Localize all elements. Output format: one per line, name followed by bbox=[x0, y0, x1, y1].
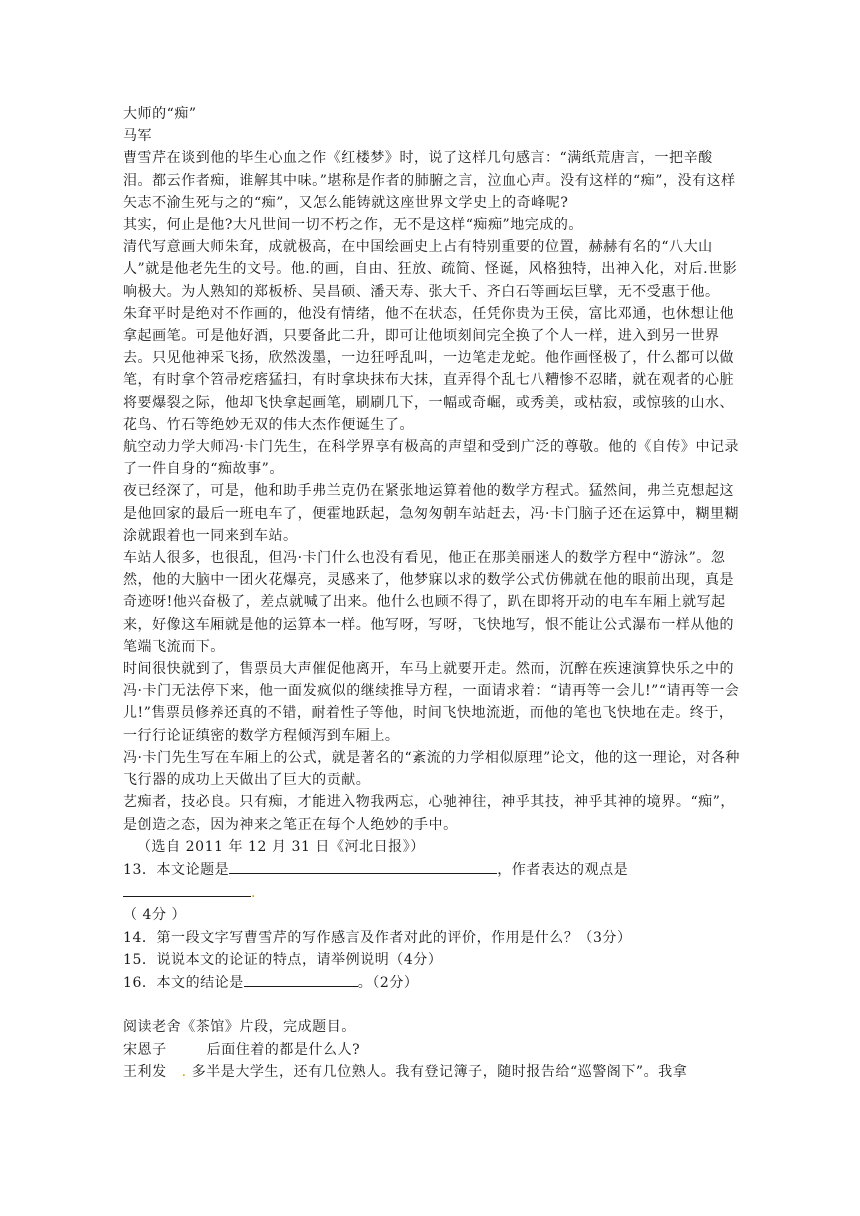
question-15: 15．说说本文的论证的特点，请举例说明（4分） bbox=[123, 951, 443, 968]
document-body bbox=[123, 103, 741, 1083]
paragraph: 其实，何止是他?大凡世间一切不朽之作，无不是这样“痴痴”地完成的。 bbox=[123, 217, 583, 234]
dialogue-line bbox=[123, 1061, 741, 1083]
speaker-name: 宋恩子 bbox=[123, 1041, 167, 1058]
dialogue-text: 多半是大学生，还有几位熟人。我有登记簿子，随时报告给“巡警阁下”。我拿 bbox=[191, 1063, 688, 1080]
paragraph: 航空动力学大师冯·卡门先生，在科学界享有极高的声望和受到广泛的尊敬。他的《自传》中记录了一件自身的“痴故事”。 bbox=[123, 439, 740, 478]
stray-mark: . bbox=[181, 1063, 187, 1080]
article-title: 大师的“痴” bbox=[123, 106, 197, 122]
paragraph: 朱耷平时是绝对不作画的，他没有情绪，他不在状态，任凭你贵为王侯，富比邓通，也休想让他拿起画笔。可是他好酒，只要备此二升，即可让他顷刻间完全换了个人一样，进入到另一世界去。只见他神采飞扬，欣然泼墨，一边狂呼乱叫，一边笔走龙蛇。他作画怪极了，什么都可以做笔，有时拿个笤帚疙瘩猛扫，有时拿块抹布大抹，直弄得个乱七八糟惨不忍睹，就在观者的心脏将要爆裂之际，他却飞快拿起画笔，刷刷几下，一幅或奇崛，或秀美，或枯寂，或惊骇的山水、花鸟、竹石等绝妙无双的伟大杰作便诞生了。 bbox=[123, 305, 735, 433]
question-16-suffix: 。（2分） bbox=[357, 974, 419, 991]
answer-blank-viewpoint[interactable] bbox=[123, 881, 251, 897]
dialogue-text: 后面住着的都是什么人? bbox=[206, 1041, 361, 1058]
paragraph: 时间很快就到了，售票员大声催促他离开，车马上就要开走。然而，沉醉在疾速演算快乐之中的冯·卡门无法停下来，他一面发疯似的继续推导方程，一面请求着：“请再等一会儿!”“请再等一会儿!”售票员修养还真的不错，耐着性子等他，时间飞快地流逝，而他的笔也飞快地在走。终于，一行行论证缜密的数学方程倾泻到车厢上。 bbox=[123, 661, 740, 744]
dialogue-line bbox=[123, 1039, 741, 1061]
paragraph: 曹雪芹在谈到他的毕生心血之作《红楼梦》时，说了这样几句感言：“满纸荒唐言，一把辛酸泪。都云作者痴，谁解其中味。”堪称是作者的肺腑之言，泣血心声。没有这样的“痴”，没有这样矢志不渝生死与之的“痴”，又怎么能铸就这座世界文学史上的奇峰呢? bbox=[123, 150, 736, 211]
answer-blank-topic[interactable] bbox=[229, 858, 497, 874]
section-intro: 阅读老舍《茶馆》片段，完成题目。 bbox=[123, 1019, 356, 1036]
paragraph: 冯·卡门先生写在车厢上的公式，就是著名的“紊流的力学相似原理”论文，他的这一理论，对各种飞行器的成功上天做出了巨大的贡献。 bbox=[123, 749, 740, 789]
article-author: 马军 bbox=[123, 128, 153, 145]
question-14: 14．第一段文字写曹雪芹的写作感言及作者对此的评价，作用是什么？（3分） bbox=[123, 929, 632, 946]
paragraph: 车站人很多，也很乱，但冯·卡门什么也没有看见，他正在那美丽迷人的数学方程中“游泳”。忽然，他的大脑中一团火花爆亮，灵感来了，他梦寐以求的数学公式仿佛就在他的眼前出现，真是奇迹呀!他兴奋极了，差点就喊了出来。他什么也顾不得了，趴在即将开动的电车车厢上就写起来，好像这车厢就是他的运算本一样。他写呀，写呀，飞快地写，恨不能让公式瀑布一样从他的笔端飞流而下。 bbox=[123, 550, 735, 655]
question-13-end-mark: . bbox=[251, 885, 257, 902]
section-gap bbox=[123, 994, 741, 1016]
question-13-score: （ 4分 ） bbox=[123, 907, 187, 924]
speaker-name: 王利发 bbox=[123, 1063, 167, 1080]
question-13-prefix: 13．本文论题是 bbox=[123, 861, 230, 878]
question-13-middle: ，作者表达的观点是 bbox=[497, 861, 629, 878]
question-16-prefix: 16．本文的结论是 bbox=[123, 974, 244, 991]
question-16 bbox=[123, 971, 741, 994]
article-source: （选自 2011 年 12 月 31 日《河北日报》） bbox=[137, 838, 425, 855]
paragraph: 清代写意画大师朱耷，成就极高，在中国绘画史上占有特别重要的位置，赫赫有名的“八大山人”就是他老先生的文号。他.的画，自由、狂放、疏简、怪诞，风格独特，出神入化，对后.世影响极大。为人熟知的郑板桥、吴昌硕、潘天寿、张大千、齐白石等画坛巨擘，无不受惠于他。 bbox=[123, 239, 738, 300]
paragraph: 艺痴者，技必良。只有痴，才能进入物我两忘，心驰神往，神乎其技，神乎其神的境界。“痴”，是创造之态，因为神来之笔正在每个人绝妙的手中。 bbox=[123, 794, 735, 833]
answer-blank-conclusion[interactable] bbox=[244, 971, 358, 987]
paragraph: 夜已经深了，可是，他和助手弗兰克仍在紧张地运算着他的数学方程式。猛然间，弗兰克想起这是他回家的最后一班电车了，便霍地跃起，急匆匆朝车站赶去，冯·卡门脑子还在运算中，糊里糊涂就跟着也一同来到车站。 bbox=[123, 483, 740, 544]
question-13 bbox=[123, 858, 741, 904]
